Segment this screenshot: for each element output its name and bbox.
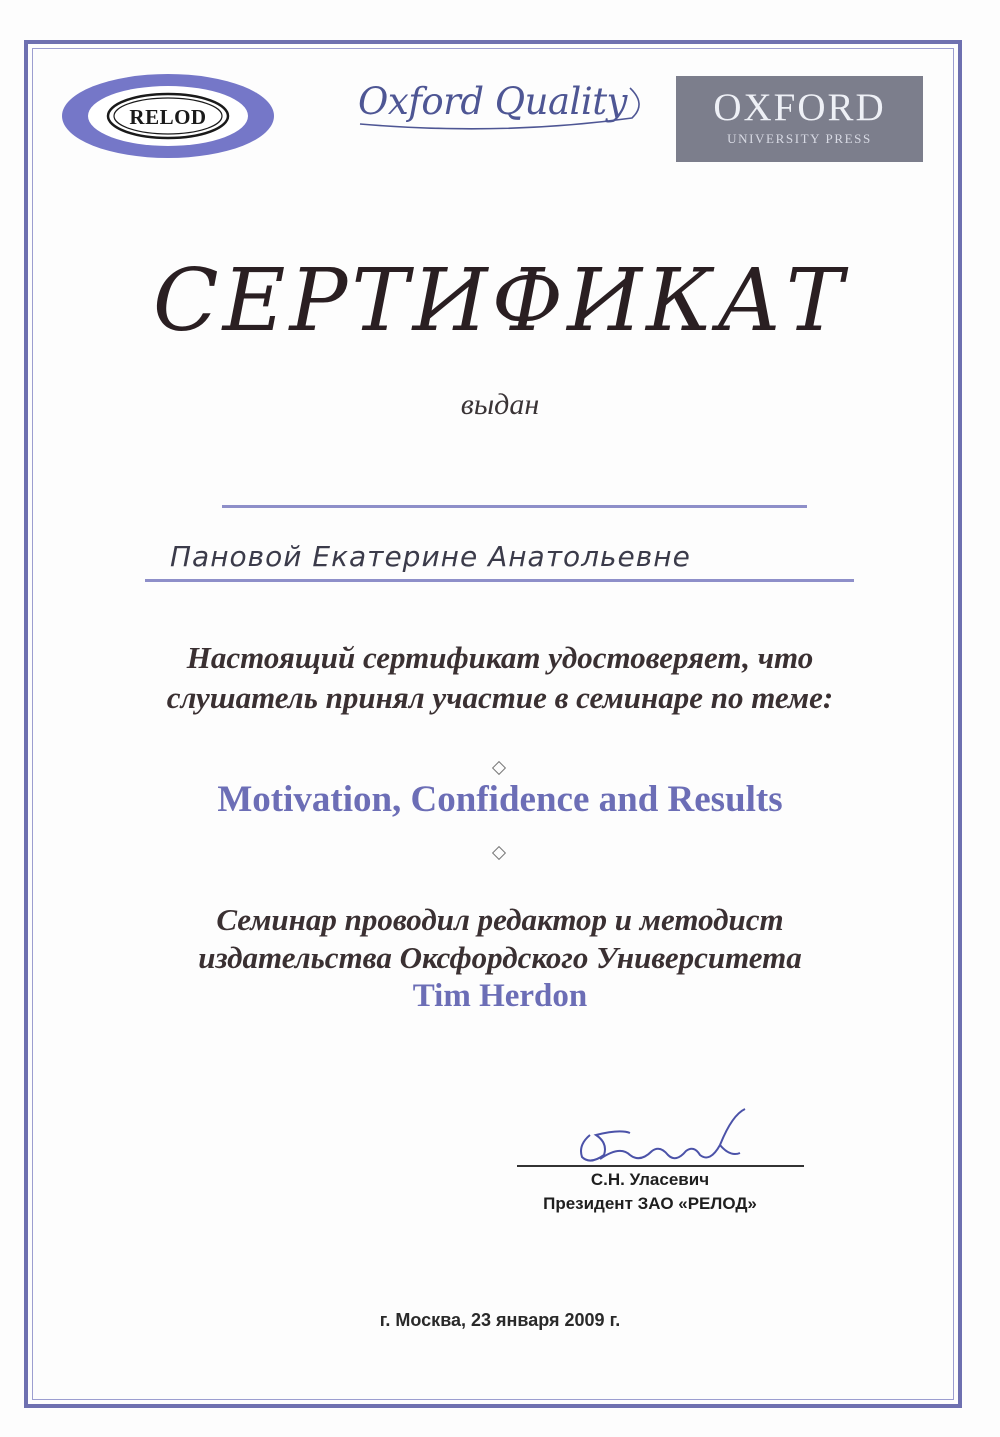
certificate-title: СЕРТИФИКАТ (152, 251, 848, 351)
oup-logo (676, 76, 923, 162)
certificate-statement-line1: Настоящий сертификат удостоверяет, что (186, 640, 814, 675)
certificate-statement-line2: слушатель принял участие в семинаре по теме: (166, 680, 834, 715)
divider-line (222, 505, 807, 508)
signatory-name: С.Н. Уласевич (590, 1170, 710, 1189)
recipient-underline (145, 579, 854, 582)
issued-label: выдан (460, 388, 540, 421)
oxford-quality-logo (352, 74, 644, 140)
relod-logo-text: RELOD (129, 105, 207, 129)
presenter-line1: Семинар проводил редактор и методист (216, 902, 784, 937)
signatory-position: Президент ЗАО «РЕЛОД» (543, 1194, 757, 1213)
recipient-name: Пановой Екатерине Анатольевне (170, 540, 691, 573)
oup-logo-subtitle: UNIVERSITY PRESS (727, 131, 872, 146)
oxford-quality-text: Oxford Quality (358, 80, 627, 123)
course-title: Motivation, Confidence and Results (217, 779, 783, 820)
oup-logo-title: OXFORD (713, 86, 886, 129)
presenter-name: Tim Herdon (412, 978, 588, 1014)
presenter-line2: издательства Оксфордского Университета (198, 940, 802, 975)
signature-line (517, 1165, 804, 1167)
relod-logo (60, 72, 276, 160)
city-date: г. Москва, 23 января 2009 г. (379, 1310, 621, 1330)
